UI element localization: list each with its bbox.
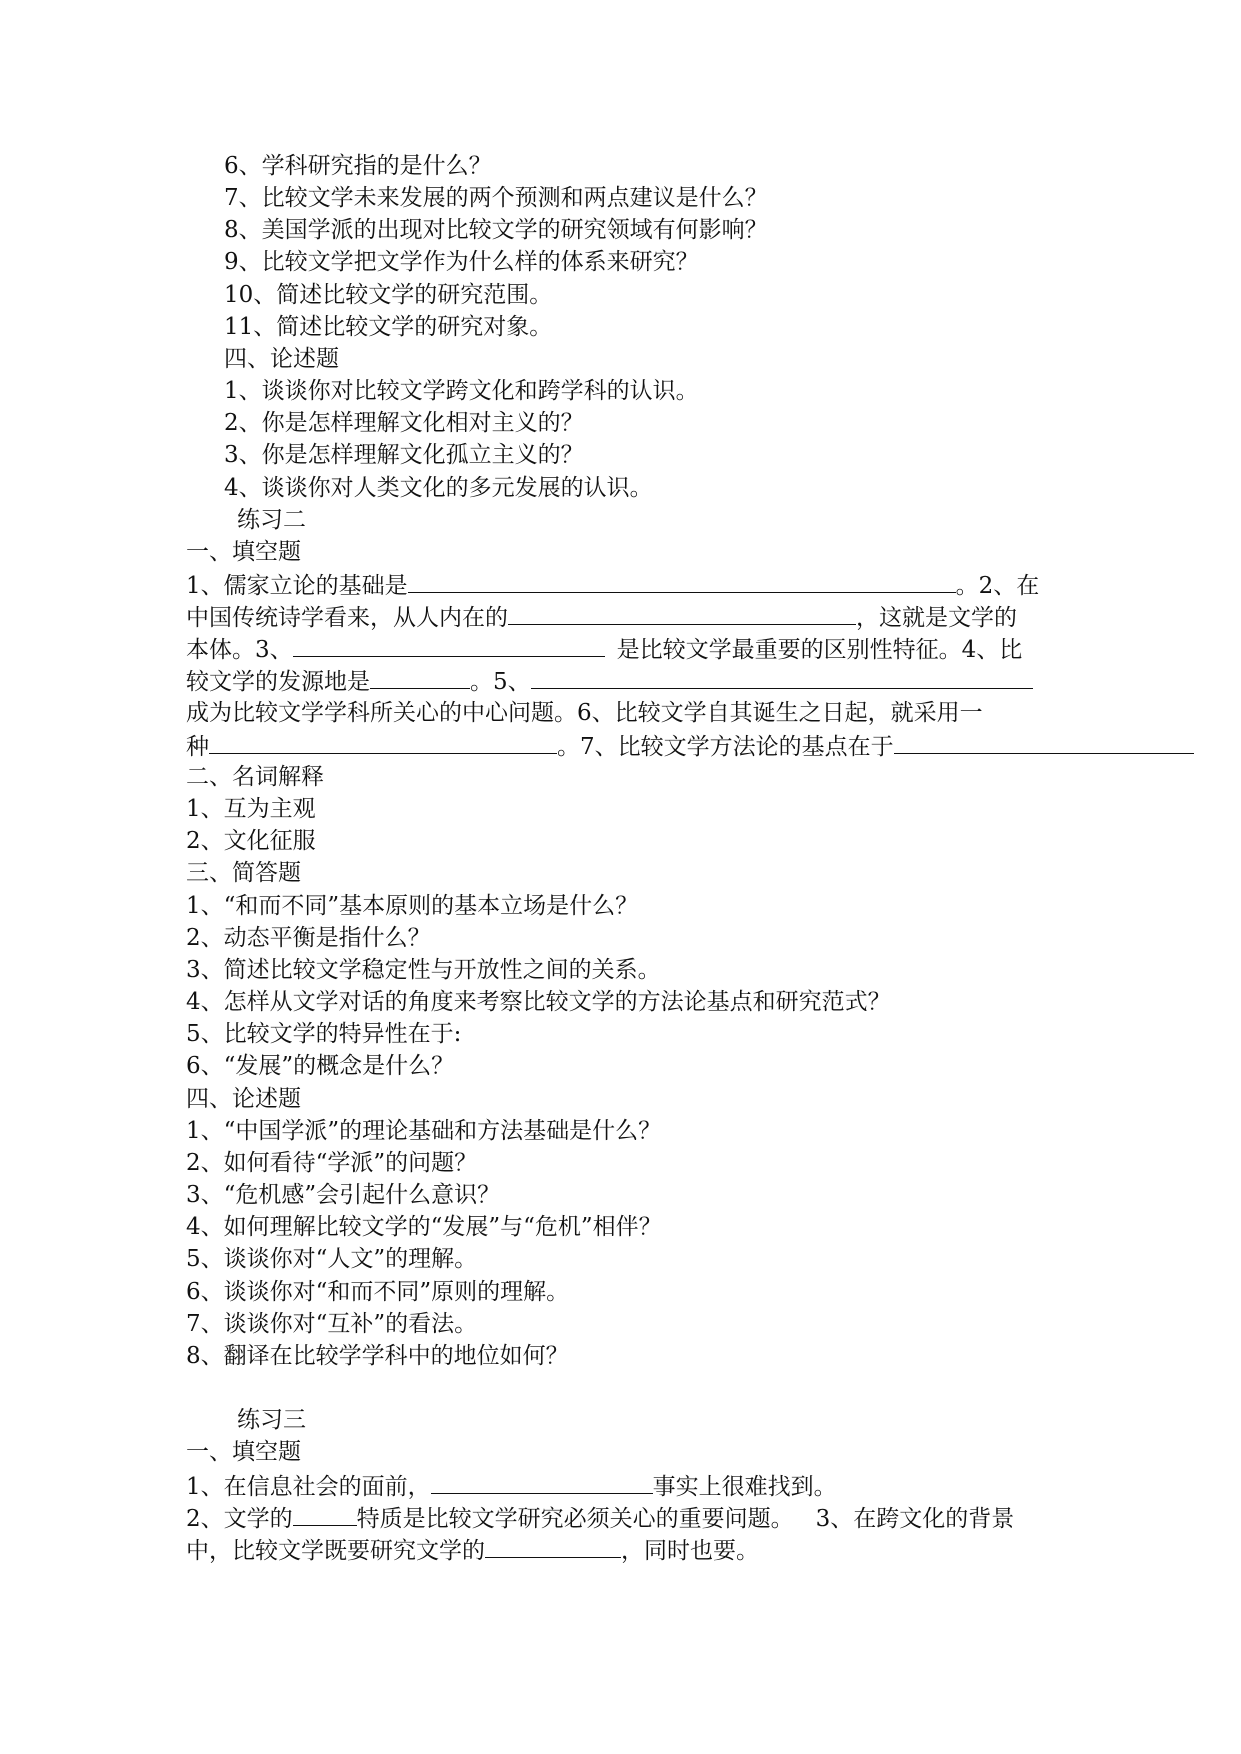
fill-blank-7[interactable] <box>894 729 1194 754</box>
short-4: 4、怎样从文学对话的角度来考察比较文学的方法论基点和研究范式？ <box>186 989 891 1015</box>
fill-line-2 <box>186 600 1017 632</box>
fill-q6-b: 种 <box>186 734 209 760</box>
ex3-fill-q3-end: ，同时也要。 <box>621 1538 759 1564</box>
fill-q4-end: 。 <box>470 669 493 695</box>
question-6: 6、学科研究指的是什么？ <box>224 153 492 179</box>
exercise2-essay-6: 6、谈谈你对“和而不同”原则的理解。 <box>186 1279 570 1305</box>
short-3: 3、简述比较文学稳定性与开放性之间的关系。 <box>186 957 661 983</box>
fill-q2-end: ，这就是文学的 <box>856 605 1017 631</box>
fill-blank-2[interactable] <box>508 600 856 625</box>
term-2: 2、文化征服 <box>186 828 316 854</box>
fill-q2-b: 中国传统诗学看来，从人内在的 <box>186 605 508 631</box>
exercise2-essay-3: 3、“危机感”会引起什么意识？ <box>186 1182 501 1208</box>
exercise2-essay-8: 8、翻译在比较学学科中的地位如何？ <box>186 1343 569 1369</box>
ex3-fill-blank-2[interactable] <box>293 1501 357 1526</box>
fill-line-3 <box>186 632 1022 664</box>
fill-blank-1[interactable] <box>408 568 956 593</box>
ex3-fill-q1: 1、在信息社会的面前， <box>186 1474 431 1500</box>
exercise3-fill-heading: 一、填空题 <box>186 1439 301 1465</box>
fill-line-4 <box>186 664 1033 696</box>
fill-q6: 6、比较文学自其诞生之日起，就采用一 <box>577 700 983 726</box>
question-8: 8、美国学派的出现对比较文学的研究领域有何影响？ <box>224 217 768 243</box>
essay-item-4: 4、谈谈你对人类文化的多元发展的认识。 <box>224 475 653 501</box>
essay-item-1: 1、谈谈你对比较文学跨文化和跨学科的认识。 <box>224 378 699 404</box>
exercise2-essay-1: 1、“中国学派”的理论基础和方法基础是什么？ <box>186 1118 662 1144</box>
short-6: 6、“发展”的概念是什么？ <box>186 1053 455 1079</box>
fill-q2-c: 本体。 <box>186 637 255 663</box>
fill-q2: 2、在 <box>978 573 1040 599</box>
exercise2-essay-4: 4、如何理解比较文学的“发展”与“危机”相伴？ <box>186 1214 662 1240</box>
ex3-fill-q1-end: 事实上很难找到。 <box>652 1474 837 1500</box>
ex3-fill-blank-3[interactable] <box>485 1533 621 1558</box>
exercise3-title: 练习三 <box>237 1407 306 1433</box>
fill-q6-end: 。 <box>557 734 580 760</box>
ex3-fill-blank-1[interactable] <box>431 1469 653 1494</box>
ex3-fill-line-3 <box>186 1533 759 1565</box>
fill-blank-4[interactable] <box>370 664 470 689</box>
fill-blank-5[interactable] <box>531 664 1033 689</box>
fill-line-6 <box>186 729 1194 761</box>
fill-q4: 4、比 <box>961 637 1023 663</box>
short-1: 1、“和而不同”基本原则的基本立场是什么？ <box>186 893 639 919</box>
ex3-fill-line-1 <box>186 1469 837 1501</box>
fill-q3: 3、 <box>255 637 293 663</box>
exercise2-essay-7: 7、谈谈你对“互补”的看法。 <box>186 1311 478 1337</box>
exercise2-essay-2: 2、如何看待“学派”的问题？ <box>186 1150 478 1176</box>
fill-q5: 5、 <box>493 669 531 695</box>
short-2: 2、动态平衡是指什么？ <box>186 925 431 951</box>
question-7: 7、比较文学未来发展的两个预测和两点建议是什么？ <box>224 185 768 211</box>
essay-item-3: 3、你是怎样理解文化孤立主义的？ <box>224 442 584 468</box>
exercise2-title: 练习二 <box>237 507 306 533</box>
short-5: 5、比较文学的特异性在于: <box>186 1021 462 1047</box>
question-11: 11、简述比较文学的研究对象。 <box>224 314 553 340</box>
fill-q4-b: 较文学的发源地是 <box>186 669 370 695</box>
essay-item-2: 2、你是怎样理解文化相对主义的？ <box>224 410 584 436</box>
essay-heading: 四、论述题 <box>224 346 339 372</box>
ex3-fill-q3: 3、在跨文化的背景 <box>815 1506 1015 1532</box>
fill-q5-b: 成为比较文学学科所关心的中心问题。 <box>186 700 577 726</box>
fill-line-1 <box>186 568 1039 600</box>
ex3-fill-q3-b: 中，比较文学既要研究文学的 <box>186 1538 485 1564</box>
question-9: 9、比较文学把文学作为什么样的体系来研究？ <box>224 249 699 275</box>
fill-q1: 1、儒家立论的基础是 <box>186 573 408 599</box>
ex3-fill-q2: 2、文学的 <box>186 1506 293 1532</box>
fill-line-5 <box>186 697 983 729</box>
exercise2-essay-5: 5、谈谈你对“人文”的理解。 <box>186 1246 478 1272</box>
fill-q1-end: 。 <box>955 573 979 599</box>
fill-q3-end: 是比较文学最重要的区别性特征。 <box>616 637 962 663</box>
question-10: 10、简述比较文学的研究范围。 <box>224 282 553 308</box>
fill-q7: 7、比较文学方法论的基点在于 <box>580 734 894 760</box>
term-1: 1、互为主观 <box>186 796 316 822</box>
exercise2-essay-heading: 四、论述题 <box>186 1086 301 1112</box>
ex3-fill-line-2 <box>186 1501 1014 1533</box>
fill-blank-6[interactable] <box>209 729 557 754</box>
terms-heading: 二、名词解释 <box>186 764 324 790</box>
short-heading: 三、简答题 <box>186 860 301 886</box>
fill-blank-3[interactable] <box>293 632 605 657</box>
exercise2-fill-heading: 一、填空题 <box>186 539 301 565</box>
ex3-fill-q2-end: 特质是比较文学研究必须关心的重要问题。 <box>356 1506 794 1532</box>
